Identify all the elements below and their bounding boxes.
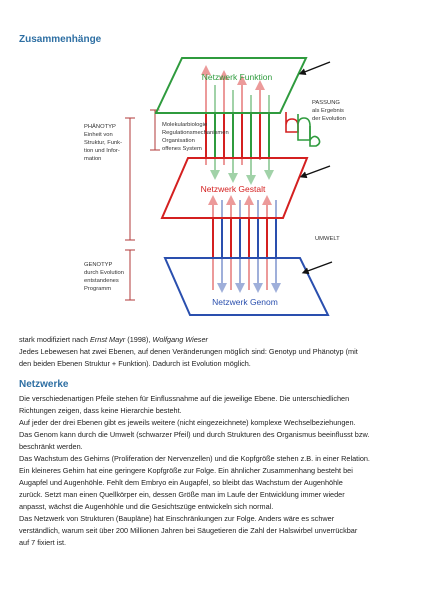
body-line: zurück. Setzt man einen Quellkörper ein, dessen Größe man im Laufe der Entwicklung immer wieder xyxy=(19,490,345,499)
body-line: Die verschiedenartigen Pfeile stehen für Einflussnahme auf die jeweilige Ebene. Die unterschiedlichen xyxy=(19,394,350,403)
plane-funktion-label: Netzwerk Funktion xyxy=(201,72,273,82)
body-line: Augapfel und Augenhöhle. Fehlt dem Embryo ein Augapfel, so bleibt das Wachstum der Augenhöhle xyxy=(19,478,343,487)
body-line: Auf jeder der drei Ebenen gibt es jeweils weitere (nicht eingezeichnete) komplexe Wechselbeziehungen. xyxy=(19,418,356,427)
molekular-label: Molekularbiologie Regulationsmechanismen Organisation offenes System xyxy=(162,122,229,152)
genotyp-label: GENOTYP durch Evolution entstandenes Programm xyxy=(84,262,124,292)
plane-genom-label: Netzwerk Genom xyxy=(212,297,278,307)
body-line: auf 7 fixiert ist. xyxy=(19,538,67,547)
body-text xyxy=(19,393,419,549)
body-line: Richtungen zeigen, dass keine Hierarchie besteht. xyxy=(19,406,182,415)
body-line: Das Genom kann durch die Umwelt (schwarzer Pfeil) und durch Strukturen des Organismus beeinflusst bzw. xyxy=(19,430,370,439)
phaenotyp-label: PHÄNOTYP Einheit von Struktur, Funk- tion und Infor- mation xyxy=(84,124,123,162)
body-line: beschränkt werden. xyxy=(19,442,83,451)
genotyp-bracket xyxy=(125,250,135,300)
body-line: Das Netzwerk von Strukturen (Baupläne) hat Einschränkungen zur Folge. Anders wäre es schwer xyxy=(19,514,335,523)
page-title: Zusammenhänge xyxy=(19,34,102,45)
phaenotyp-bracket xyxy=(125,118,135,240)
body-line: verständlich, warum seit über 200 Millionen Jahren bei Säugetieren die Zahl der Halswirbel unverrückbar xyxy=(19,526,358,535)
passung-label: PASSUNG als Ergebnis der Evolution xyxy=(312,100,346,122)
section-heading-netzwerke: Netzwerke xyxy=(19,379,69,390)
molekular-bracket xyxy=(150,110,160,150)
body-line: anpasst, wächst die Augenhöhle und die Gesichtszüge entwickeln sich normal. xyxy=(19,502,274,511)
plane-gestalt-label: Netzwerk Gestalt xyxy=(200,184,266,194)
plane-funktion xyxy=(156,58,306,113)
umwelt-label: UMWELT xyxy=(315,236,340,242)
body-line: Das Wachstum des Gehirns (Proliferation der Nervenzellen) und die Kopfgröße stehen z.B. in einer Relation. xyxy=(19,454,370,463)
diagram-caption: stark modifiziert nach Ernst Mayr (1998), Wolfgang Wieser Jedes Lebewesen hat zwei Ebenen, auf denen Veränderungen möglich sind: Genotyp und Phänotyp (mit den beiden Ebenen Struktur + Funktion). Dadurch ist Evolution möglich. xyxy=(19,335,358,368)
body-line: Ein kleineres Gehirn hat eine geringere Kopfgröße zur Folge. Ein ähnlicher Zusammenhang besteht bei xyxy=(19,466,353,475)
